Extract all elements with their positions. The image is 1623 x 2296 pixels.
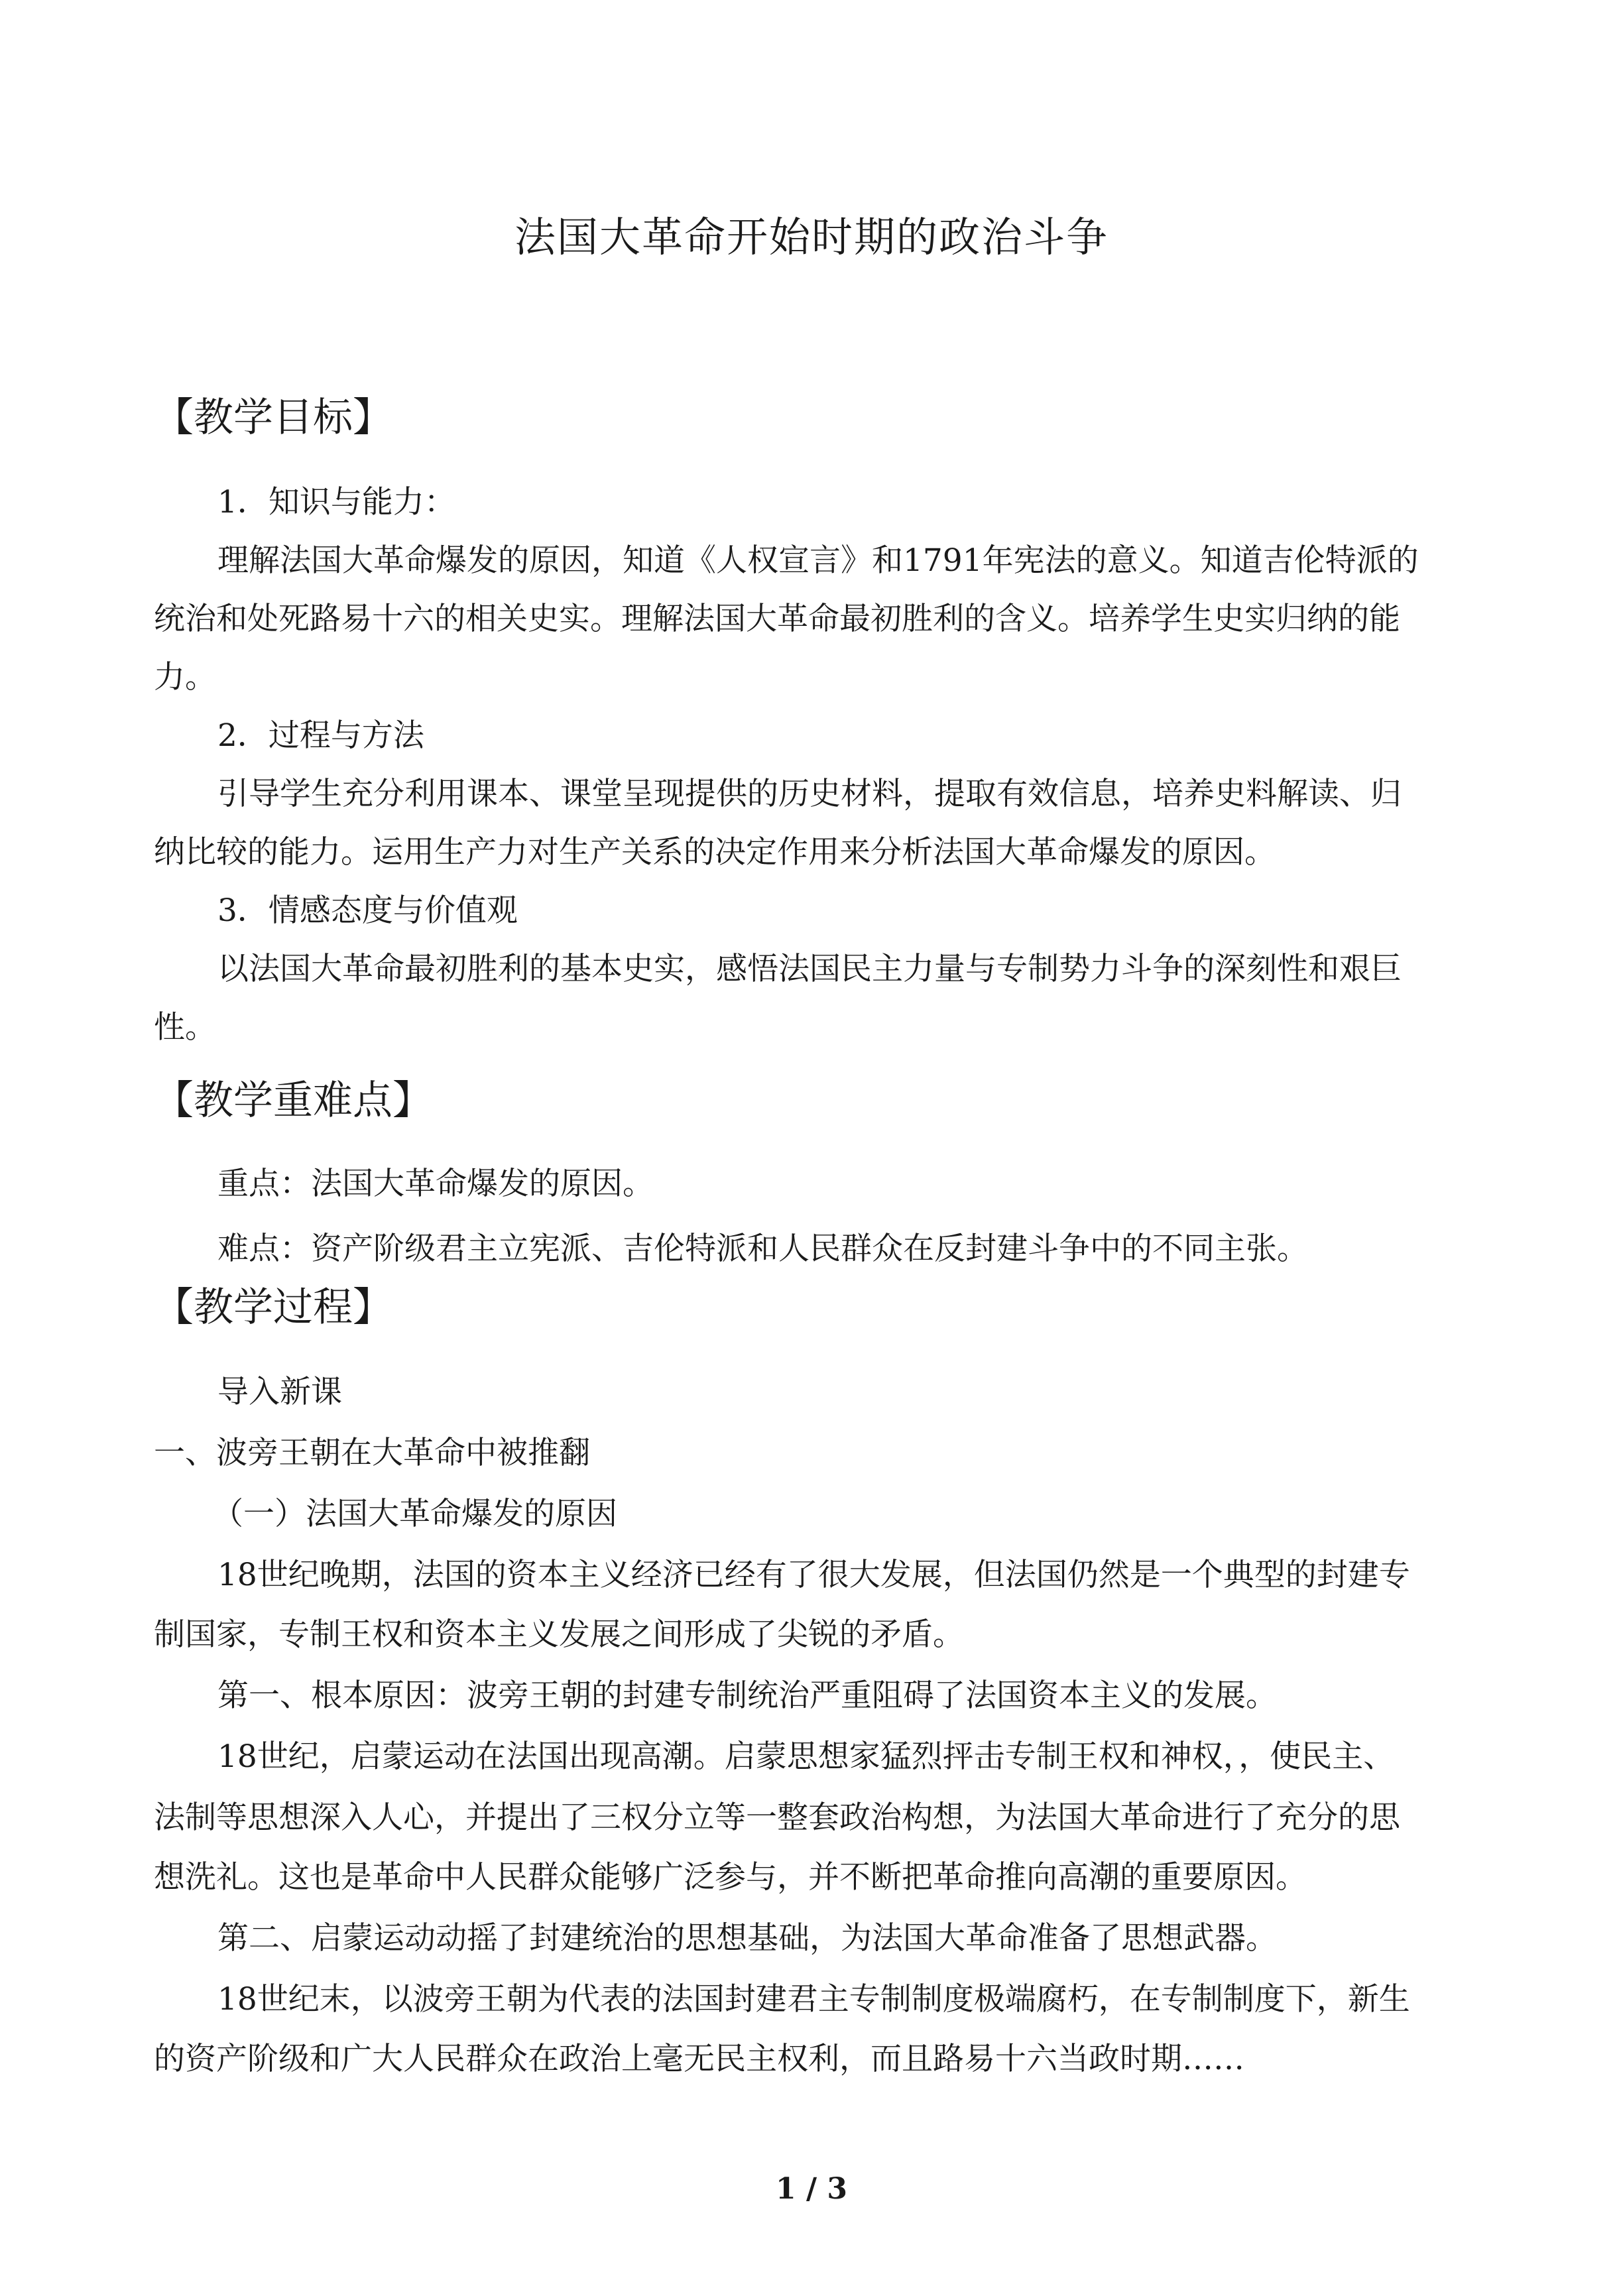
paragraph-line: 法制等思想深入人心，并提出了三权分立等一整套政治构想，为法国大革命进行了充分的思 xyxy=(154,1799,1400,1836)
subsection-heading: （一）法国大革命爆发的原因 xyxy=(212,1496,617,1532)
paragraph-line: 18世纪晚期，法国的资本主义经济已经有了很大发展，但法国仍然是一个典型的封建专 xyxy=(217,1557,1410,1593)
paragraph-line: 力。 xyxy=(154,659,216,695)
section-heading-process: 【教学过程】 xyxy=(154,1284,392,1331)
paragraph-line: 18世纪末，以波旁王朝为代表的法国封建君主专制制度极端腐朽，在专制制度下，新生 xyxy=(217,1981,1410,2018)
paragraph-line: 统治和处死路易十六的相关史实。理解法国大革命最初胜利的含义。培养学生史实归纳的能 xyxy=(154,601,1400,637)
page-number: 1 / 3 xyxy=(776,2172,847,2206)
paragraph-line: 理解法国大革命爆发的原因，知道《人权宣言》和1791年宪法的意义。知道吉伦特派的 xyxy=(217,542,1419,579)
objective-item-1-label: 1．知识与能力： xyxy=(217,484,455,520)
key-point: 重点：法国大革命爆发的原因。 xyxy=(217,1166,654,1202)
section-heading-objectives: 【教学目标】 xyxy=(154,394,392,441)
paragraph-line: 性。 xyxy=(154,1009,216,1046)
paragraph-line: 想洗礼。这也是革命中人民群众能够广泛参与，并不断把革命推向高潮的重要原因。 xyxy=(154,1859,1307,1896)
paragraph-line: 第一、根本原因：波旁王朝的封建专制统治严重阻碍了法国资本主义的发展。 xyxy=(217,1677,1277,1714)
paragraph-line: 的资产阶级和广大人民群众在政治上毫无民主权利，而且路易十六当政时期…… xyxy=(154,2041,1244,2077)
paragraph-line: 18世纪，启蒙运动在法国出现高潮。启蒙思想家猛烈抨击专制王权和神权，，使民主、 xyxy=(217,1738,1395,1775)
paragraph-line: 以法国大革命最初胜利的基本史实，感悟法国民主力量与专制势力斗争的深刻性和艰巨 xyxy=(217,951,1402,987)
objective-item-2-label: 2．过程与方法 xyxy=(217,717,424,754)
section-heading-keypoints: 【教学重难点】 xyxy=(154,1077,432,1124)
paragraph-line: 引导学生充分利用课本、课堂呈现提供的历史材料，提取有效信息，培养史料解读、归 xyxy=(217,776,1402,812)
paragraph-line: 第二、启蒙运动动摇了封建统治的思想基础，为法国大革命准备了思想武器。 xyxy=(217,1920,1277,1957)
document-title: 法国大革命开始时期的政治斗争 xyxy=(514,213,1109,261)
intro-text: 导入新课 xyxy=(217,1374,342,1410)
objective-item-3-label: 3．情感态度与价值观 xyxy=(217,892,518,929)
paragraph-line: 制国家，专制王权和资本主义发展之间形成了尖锐的矛盾。 xyxy=(154,1616,964,1653)
part-heading: 一、波旁王朝在大革命中被推翻 xyxy=(154,1435,590,1471)
paragraph-line: 纳比较的能力。运用生产力对生产关系的决定作用来分析法国大革命爆发的原因。 xyxy=(154,834,1276,871)
difficulty-point: 难点：资产阶级君主立宪派、吉伦特派和人民群众在反封建斗争中的不同主张。 xyxy=(217,1231,1308,1267)
